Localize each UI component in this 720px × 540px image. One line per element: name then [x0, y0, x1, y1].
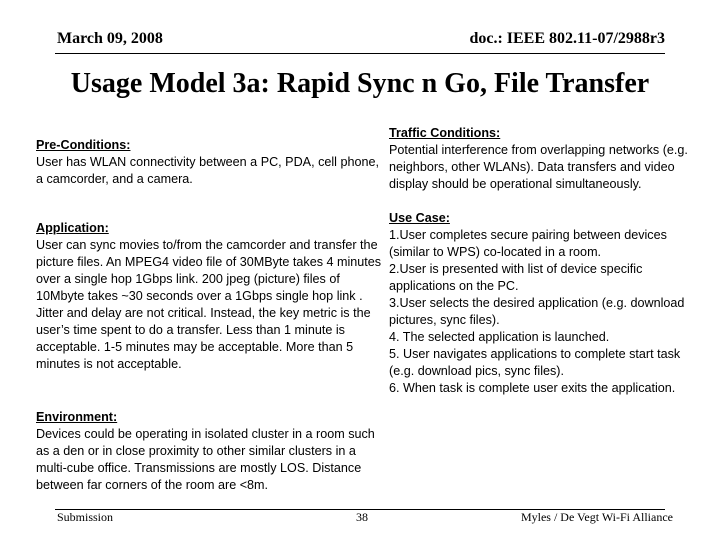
footer-authors: Myles / De Vegt Wi-Fi Alliance — [520, 510, 673, 524]
preconditions-section — [36, 137, 386, 188]
traffic-text: Potential interference from overlapping networks (e.g. neighbors, other WLANs). Data transfers and video display should be operational simultaneously. — [389, 143, 688, 191]
left-column — [36, 137, 386, 494]
use-case-step: 1.User completes secure pairing between devices (similar to WPS) co-located in a room. — [389, 228, 667, 259]
header-date: March 09, 2008 — [57, 30, 163, 47]
slide-title: Usage Model 3a: Rapid Sync n Go, File Transfer — [70, 68, 650, 99]
use-case-step: 5. User navigates applications to complete start task (e.g. download pics, sync files). — [389, 347, 681, 378]
environment-section — [36, 409, 386, 494]
use-case-step: 3.User selects the desired application (e.g. download pictures, sync files). — [389, 296, 685, 327]
use-case-step: 6. When task is complete user exits the application. — [389, 381, 676, 395]
use-case-section — [389, 210, 689, 397]
footer-page-number: 38 — [356, 510, 368, 524]
preconditions-text: User has WLAN connectivity between a PC, PDA, cell phone, a camcorder, and a camera. — [36, 155, 379, 186]
header-doc-id: doc.: IEEE 802.11-07/2988r3 — [469, 30, 665, 47]
application-heading: Application: — [36, 221, 109, 235]
traffic-section — [389, 125, 689, 193]
application-text: User can sync movies to/from the camcorder and transfer the picture files. An MPEG4 video file of 30MByte takes 4 minutes over a single hop 1Gbps link. 200 jpeg (picture) files of 10Mbyte takes ~30 seconds over a 1Gbps single hop link . Jitter and delay are not critical. Instead, the key metric is the user’s time spent to do a transfer. Less than 1 minute is acceptable. 1-5 minutes may be acceptable. More than 5 minutes is not acceptable. — [36, 238, 382, 371]
traffic-heading: Traffic Conditions: — [389, 126, 501, 140]
use-case-step: 4. The selected application is launched. — [389, 330, 610, 344]
right-column — [389, 125, 689, 397]
preconditions-heading: Pre-Conditions: — [36, 138, 131, 152]
header-divider — [55, 53, 665, 54]
use-case-heading: Use Case: — [389, 211, 450, 225]
application-section — [36, 220, 386, 373]
environment-text: Devices could be operating in isolated cluster in a room such as a den or in close proximity to other similar clusters in a multi-cube office. Transmissions are mostly LOS. Distance between far corners of the room are <8m. — [36, 427, 375, 492]
footer-submission: Submission — [57, 510, 114, 524]
environment-heading: Environment: — [36, 410, 118, 424]
use-case-step: 2.User is presented with list of device specific applications on the PC. — [389, 262, 643, 293]
